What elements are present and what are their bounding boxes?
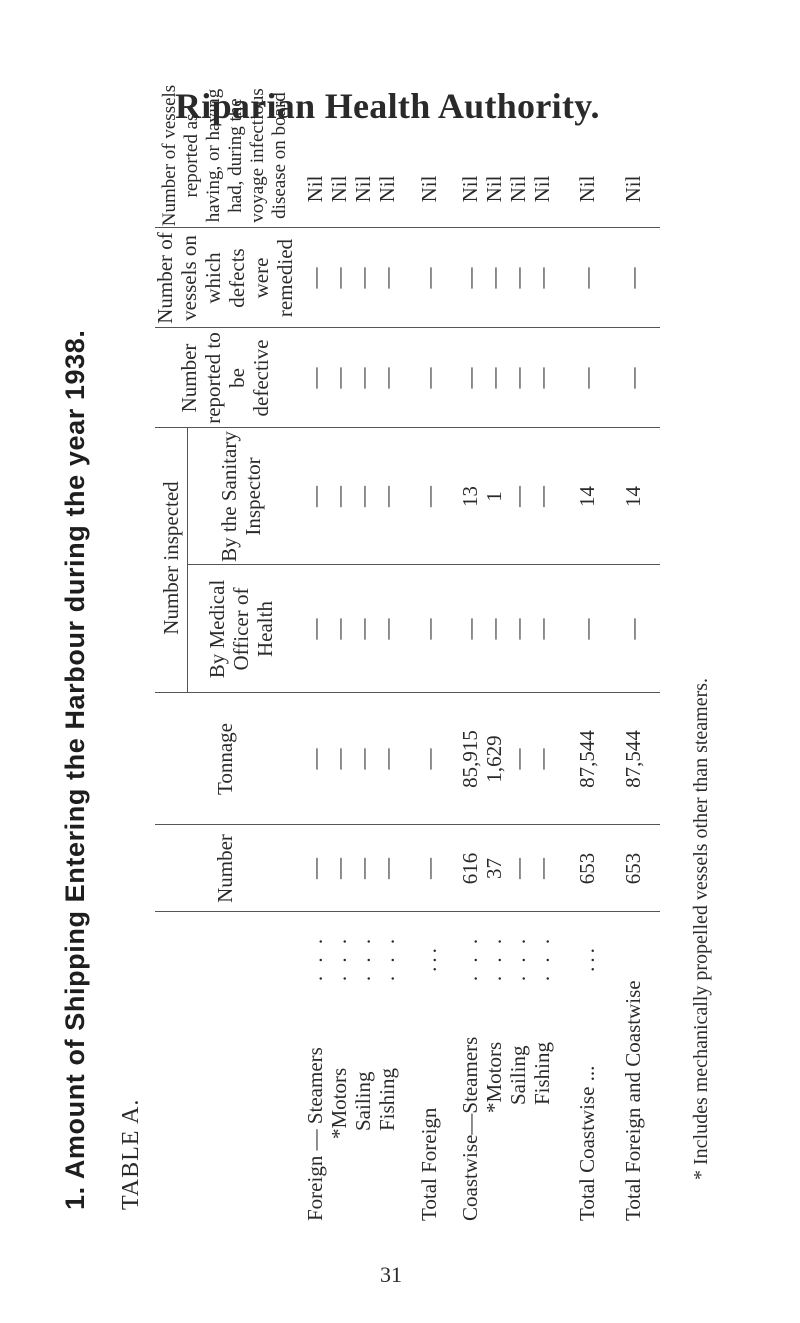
cell-defective: — <box>458 367 482 389</box>
cell-defective: — <box>351 367 375 389</box>
cell-by-sanitary: — <box>327 486 351 507</box>
cell-tonnage: — <box>327 748 351 770</box>
header-infectious: Number of vessels reported as having, or having had, during the voyage infectious disease on board <box>159 84 290 227</box>
cell-defective: — <box>530 367 554 389</box>
row-dots: ... <box>417 944 441 972</box>
page-title: Riparian Health Authority. <box>175 86 600 126</box>
table-label: TABLE A. <box>118 1098 144 1210</box>
cell-number: — <box>303 858 327 879</box>
cell-tonnage: — <box>506 748 530 770</box>
cell-by-sanitary: 14 <box>575 486 599 507</box>
cell-by-sanitary: — <box>506 486 530 507</box>
cell-remedied: — <box>530 267 554 289</box>
row-label: Fishing <box>530 1041 554 1105</box>
cell-defective: — <box>506 367 530 389</box>
cell-tonnage: — <box>417 748 441 770</box>
cell-by-medical: — <box>506 618 530 640</box>
header-number-inspected: Number inspected <box>159 481 183 635</box>
cell-number: — <box>375 858 399 879</box>
cell-tonnage: 85,915 <box>458 730 482 788</box>
row-label: Sailing <box>506 1045 530 1105</box>
cell-tonnage: 87,544 <box>575 730 599 788</box>
cell-remedied: — <box>417 267 441 289</box>
cell-defective: — <box>575 367 599 389</box>
row-label: Foreign — Steamers <box>303 1047 327 1221</box>
cell-infectious: Nil <box>621 175 645 203</box>
row-label: Sailing <box>351 1071 375 1131</box>
table-row <box>303 150 327 1225</box>
cell-remedied: — <box>575 267 599 289</box>
cell-by-medical: — <box>458 618 482 640</box>
cell-number: — <box>506 858 530 879</box>
cell-number: — <box>327 858 351 879</box>
table-row <box>327 150 351 1225</box>
cell-remedied: — <box>621 267 645 289</box>
cell-remedied: — <box>458 267 482 289</box>
cell-remedied: — <box>506 267 530 289</box>
row-label: Total Foreign <box>417 1107 441 1221</box>
cell-by-medical: — <box>351 618 375 640</box>
row-label: Coastwise—Steamers <box>458 1036 482 1221</box>
cell-by-sanitary: — <box>417 486 441 507</box>
cell-remedied: — <box>303 267 327 289</box>
cell-remedied: — <box>351 267 375 289</box>
table-row <box>506 150 530 1225</box>
cell-defective: — <box>375 367 399 389</box>
cell-by-medical: — <box>417 618 441 640</box>
table-row <box>375 150 399 1225</box>
row-dots: . . . <box>327 934 351 982</box>
cell-number: 37 <box>482 858 506 879</box>
cell-tonnage: — <box>351 748 375 770</box>
cell-remedied: — <box>482 267 506 289</box>
row-dots: . . . <box>482 934 506 982</box>
cell-by-medical: — <box>575 618 599 640</box>
row-label: *Motors <box>327 1067 351 1139</box>
row-dots: . . . <box>303 934 327 982</box>
row-label: Total Coastwise ... <box>575 1065 599 1221</box>
table-row <box>575 150 599 1225</box>
row-dots: . . . <box>530 934 554 982</box>
row-dots: ... <box>575 944 599 972</box>
cell-tonnage: — <box>303 748 327 770</box>
table-row <box>458 150 482 1225</box>
cell-infectious: Nil <box>482 175 506 203</box>
table-row <box>621 150 645 1225</box>
cell-number: — <box>530 858 554 879</box>
cell-by-medical: — <box>375 618 399 640</box>
cell-by-sanitary: — <box>351 486 375 507</box>
cell-by-sanitary: — <box>530 486 554 507</box>
cell-number: 616 <box>458 852 482 885</box>
row-label: Total Foreign and Coastwise <box>621 980 645 1221</box>
side-heading: 1. Amount of Shipping Entering the Harbour during the year 1938. <box>60 329 90 1210</box>
header-number: Number <box>212 834 237 903</box>
table-row <box>530 150 554 1225</box>
cell-by-medical: — <box>303 618 327 640</box>
cell-by-sanitary: — <box>303 486 327 507</box>
cell-remedied: — <box>375 267 399 289</box>
cell-number: — <box>417 858 441 879</box>
cell-by-medical: — <box>621 618 645 640</box>
cell-by-sanitary: 14 <box>621 486 645 507</box>
cell-defective: — <box>327 367 351 389</box>
cell-by-sanitary: 13 <box>458 486 482 507</box>
header-defects-remedied: Number of vessels on which defects were remedied <box>152 232 298 324</box>
row-dots: . . . <box>458 934 482 982</box>
cell-by-medical: — <box>482 618 506 640</box>
cell-infectious: Nil <box>530 175 554 203</box>
table-row <box>351 150 375 1225</box>
table-row <box>482 150 506 1225</box>
header-by-sanitary: By the Sanitary Inspector <box>216 431 265 562</box>
row-dots: . . . <box>506 934 530 982</box>
cell-by-medical: — <box>327 618 351 640</box>
cell-infectious: Nil <box>351 175 375 203</box>
cell-defective: — <box>303 367 327 389</box>
header-by-medical: By Medical Officer of Health <box>204 579 278 679</box>
cell-by-medical: — <box>530 618 554 640</box>
cell-number: 653 <box>621 852 645 885</box>
cell-remedied: — <box>327 267 351 289</box>
cell-infectious: Nil <box>303 175 327 203</box>
cell-defective: — <box>417 367 441 389</box>
footnote: * Includes mechanically propelled vessels other than steamers. <box>690 677 712 1180</box>
cell-tonnage: — <box>375 748 399 770</box>
page-number: 31 <box>380 1262 402 1287</box>
row-label: *Motors <box>482 1041 506 1113</box>
cell-infectious: Nil <box>417 175 441 203</box>
cell-infectious: Nil <box>327 175 351 203</box>
cell-infectious: Nil <box>575 175 599 203</box>
cell-by-sanitary: — <box>375 486 399 507</box>
cell-tonnage: — <box>530 748 554 770</box>
cell-defective: — <box>621 367 645 389</box>
table-row <box>417 150 441 1225</box>
header-divider <box>187 428 188 693</box>
cell-infectious: Nil <box>458 175 482 203</box>
cell-number: 653 <box>575 852 599 885</box>
cell-tonnage: 1,629 <box>482 735 506 783</box>
cell-infectious: Nil <box>375 175 399 203</box>
cell-infectious: Nil <box>506 175 530 203</box>
cell-tonnage: 87,544 <box>621 730 645 788</box>
header-tonnage: Tonnage <box>212 723 237 796</box>
row-label: Fishing <box>375 1067 399 1131</box>
row-dots: . . . <box>351 934 375 982</box>
cell-by-sanitary: 1 <box>482 491 506 502</box>
row-dots: . . . <box>375 934 399 982</box>
header-reported-defective: Number reported to be defective <box>176 332 274 424</box>
cell-defective: — <box>482 367 506 389</box>
row-dots <box>621 923 645 993</box>
cell-number: — <box>351 858 375 879</box>
